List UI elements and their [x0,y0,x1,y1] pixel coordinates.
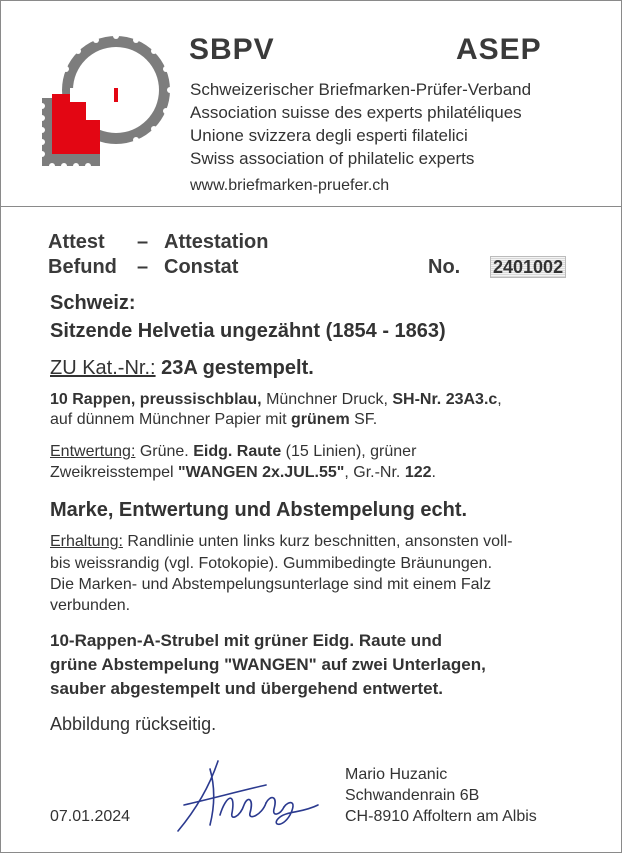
assoc-name-fr: Association suisse des experts philatéliques [190,103,522,122]
comma: , [497,391,502,408]
condition-label: Erhaltung: [50,533,123,550]
cancel-line-2 [50,464,436,482]
cert-number-label: No. [428,256,461,278]
header-divider [0,206,622,207]
label-befund: Befund [48,256,117,278]
catalog-label: ZU Kat.-Nr.: [50,357,156,379]
print-type: Münchner Druck, [261,391,393,408]
desc-line-1 [50,391,502,409]
cancel-label: Entwertung: [50,443,136,460]
cancel-lines: (15 Linien), grüner [281,443,417,460]
expert-city: CH-8910 Affoltern am Albis [345,808,537,825]
brand-sbpv: SBPV [189,33,275,66]
sf-color: grünem [291,411,350,428]
assoc-name-de: Schweizerischer Briefmarken-Prüfer-Verband [190,80,532,99]
image-note: Abbildung rückseitig. [50,714,217,734]
sf-text: SF. [349,411,378,428]
expert-name: Mario Huzanic [345,766,448,783]
condition-line-3: Die Marken- und Abstempelungsunterlage sind mit einem Falz [50,576,492,593]
website-link[interactable]: www.briefmarken-pruefer.ch [190,177,390,194]
dash-2: – [137,256,149,278]
label-attest: Attest [48,231,105,253]
catalog-value: 23A gestempelt. [161,357,314,379]
assoc-name-en: Swiss association of philatelic experts [190,149,475,168]
paper-text: auf dünnem Münchner Papier mit [50,411,292,428]
summary-line-2: grüne Abstempelung "WANGEN" auf zwei Unterlagen, [50,655,486,674]
verdict: Marke, Entwertung und Abstempelung echt. [50,499,468,521]
cancel-color: Grüne. [135,443,194,460]
sh-number: SH-Nr. 23A3.c [392,391,498,408]
condition-line-4: verbunden. [50,597,131,614]
gr-number: 122 [404,464,432,481]
label-constat: Constat [164,256,239,278]
summary-line-3: sauber abgestempelt und übergehend entwertet. [50,679,443,698]
condition-line-1 [50,533,513,551]
expert-street: Schwandenrain 6B [345,787,480,804]
summary-line-1: 10-Rappen-A-Strubel mit grüner Eidg. Raute und [50,631,442,650]
country: Schweiz: [50,292,136,314]
condition-text-1: Randlinie unten links kurz beschnitten, ansonsten voll- [122,533,513,550]
condition-line-2: bis weissrandig (vgl. Fotokopie). Gummibedingte Bräunungen. [50,555,493,572]
cancel-postmark: "WANGEN 2x.JUL.55" [178,464,345,481]
issue-date: 07.01.2024 [50,808,131,825]
cert-number: 2401002 [490,256,566,278]
desc-line-2 [50,411,377,429]
gr-label: , Gr.-Nr. [344,464,405,481]
label-attestation: Attestation [164,231,269,253]
cancel-stamp-type: Zweikreisstempel [50,464,179,481]
signature-image [170,755,320,835]
series: Sitzende Helvetia ungezähnt (1854 - 1863) [50,320,446,342]
sbpv-logo [38,36,170,168]
brand-asep: ASEP [456,33,542,66]
cancel-type: Eidg. Raute [193,443,282,460]
denomination: 10 Rappen, preussischblau, [50,391,262,408]
assoc-name-it: Unione svizzera degli esperti filatelici [190,126,468,145]
cancel-line-1 [50,443,416,461]
period: . [431,464,436,481]
catalog-line [50,357,314,380]
dash-1: – [137,231,149,253]
